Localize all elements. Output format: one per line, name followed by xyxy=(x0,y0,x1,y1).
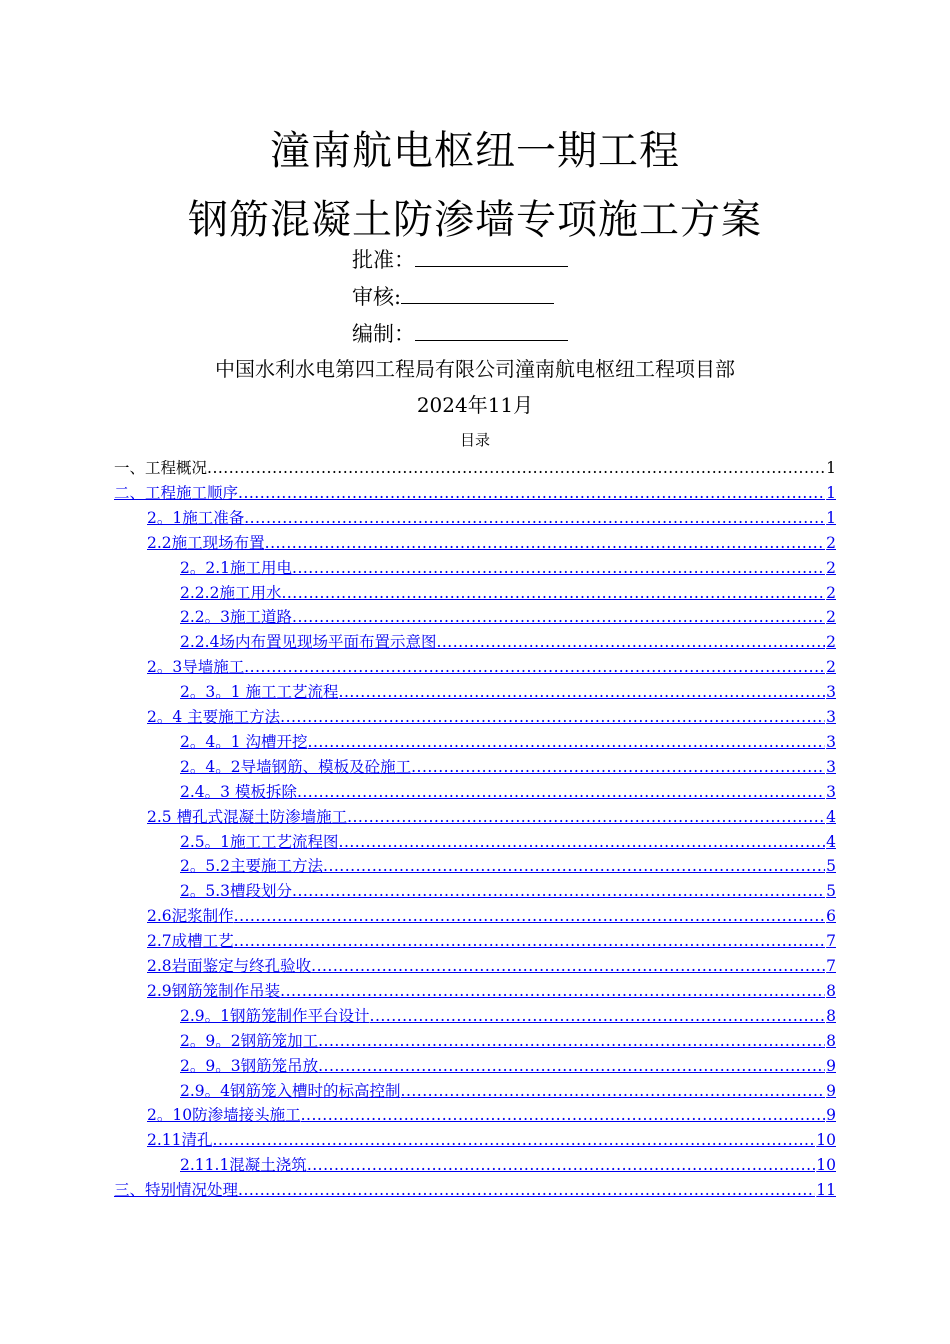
toc-entry[interactable] xyxy=(180,628,836,652)
toc-dot-leader xyxy=(244,657,825,677)
toc-dot-leader xyxy=(308,732,826,752)
toc-entry[interactable] xyxy=(180,1077,836,1101)
toc-entry[interactable] xyxy=(114,479,836,503)
approve-signature-line xyxy=(415,244,568,267)
toc-dot-leader xyxy=(234,906,825,926)
toc-dot-leader xyxy=(292,881,825,901)
toc-dot-leader xyxy=(411,757,825,777)
toc-dot-leader xyxy=(238,1180,815,1200)
toc-dot-leader xyxy=(297,782,825,802)
toc-entry[interactable] xyxy=(180,877,836,901)
toc-entry-label: 2.9钢筋笼制作吊装 xyxy=(147,981,281,1000)
toc-dot-leader xyxy=(370,1006,826,1026)
toc-dot-leader xyxy=(323,856,825,876)
compile-signature-line xyxy=(415,318,568,341)
toc-entry-page: 2 xyxy=(826,633,836,652)
toc-entry-label: 2。3。1 施工工艺流程 xyxy=(180,683,339,702)
toc-entry-label: 2.11.1混凝土浇筑 xyxy=(180,1156,307,1175)
toc-title: 目录 xyxy=(459,431,490,449)
toc-entry[interactable] xyxy=(147,504,836,528)
toc-dot-leader xyxy=(292,558,825,578)
toc-dot-leader xyxy=(281,583,825,603)
toc-entry-label: 2。9。2钢筋笼加工 xyxy=(180,1031,319,1050)
toc-entry[interactable] xyxy=(114,1176,836,1200)
toc-entry-page: 9 xyxy=(826,1056,836,1075)
toc-entry-page: 3 xyxy=(826,732,836,751)
toc-entry[interactable] xyxy=(180,554,836,578)
toc-entry[interactable] xyxy=(147,1126,836,1150)
toc-entry-page: 5 xyxy=(826,882,836,901)
compile-label: 编制： xyxy=(352,322,415,346)
toc-entry-page: 3 xyxy=(826,708,836,726)
toc-entry-label: 2。5.2主要施工方法 xyxy=(180,857,324,876)
toc-entry[interactable] xyxy=(147,927,836,951)
toc-entry-page: 4 xyxy=(826,807,836,826)
toc-entry-page: 8 xyxy=(826,1031,836,1050)
toc-entry[interactable] xyxy=(180,728,836,752)
toc-entry-page: 8 xyxy=(826,981,836,1000)
compile-field xyxy=(352,318,568,348)
toc-dot-leader xyxy=(280,707,825,727)
toc-entry[interactable] xyxy=(147,703,836,727)
toc-entry-page: 3 xyxy=(826,683,836,702)
document-title-line1: 潼南航电枢纽一期工程 xyxy=(270,128,680,174)
toc-entry-page: 2 xyxy=(826,608,836,627)
organization-name: 中国水利水电第四工程局有限公司潼南航电枢纽工程项目部 xyxy=(215,357,735,381)
toc-entry-label: 2.11清孔 xyxy=(147,1131,213,1150)
toc-entry[interactable] xyxy=(180,603,836,627)
toc-entry-label: 2。2.1施工用电 xyxy=(180,558,293,577)
toc-dot-leader xyxy=(339,832,826,852)
toc-entry[interactable] xyxy=(180,778,836,802)
toc-entry-page: 1 xyxy=(826,483,836,502)
toc-entry-label: 2.7成槽工艺 xyxy=(147,932,234,951)
toc-entry-label: 2。3导墙施工 xyxy=(147,658,245,677)
toc-entry-page: 1 xyxy=(826,508,836,527)
toc-entry-page: 4 xyxy=(826,832,836,851)
toc-entry-page: 2 xyxy=(826,558,836,577)
toc-dot-leader xyxy=(339,682,826,702)
toc-dot-leader xyxy=(307,1155,815,1175)
review-signature-line xyxy=(401,281,554,304)
toc-entry-label: 2.9。4钢筋笼入槽时的标高控制 xyxy=(180,1081,401,1100)
toc-entry-label: 2。1施工准备 xyxy=(147,508,245,527)
toc-entry-page: 2 xyxy=(826,658,836,677)
toc-entry-page: 9 xyxy=(826,1081,836,1100)
approve-label: 批准： xyxy=(352,248,415,272)
toc-entry[interactable] xyxy=(180,1002,836,1026)
toc-dot-leader xyxy=(301,1105,826,1125)
toc-entry-page: 5 xyxy=(826,857,836,876)
toc-entry-label: 2。5.3槽段划分 xyxy=(180,882,293,901)
toc-dot-leader xyxy=(207,458,825,478)
toc-entry-page: 3 xyxy=(826,757,836,776)
toc-entry-page: 10 xyxy=(816,1156,836,1175)
toc-entry-page: 8 xyxy=(826,1006,836,1025)
toc-entry-label: 2.6泥浆制作 xyxy=(147,907,234,926)
toc-entry-label: 2.5 槽孔式混凝土防渗墙施工 xyxy=(147,807,348,826)
toc-dot-leader xyxy=(213,1130,816,1150)
toc-entry-label: 2。4 主要施工方法 xyxy=(147,708,281,726)
review-label: 审核: xyxy=(352,285,402,309)
toc-entry-page: 3 xyxy=(826,782,836,801)
toc-entry[interactable] xyxy=(180,852,836,876)
toc-entry-label: 2.4。3 模板拆除 xyxy=(180,782,297,801)
toc-entry-page: 2 xyxy=(826,583,836,602)
toc-dot-leader xyxy=(318,1031,825,1051)
toc-entry-label: 三、特别情况处理 xyxy=(114,1181,239,1200)
document-date: 2024年11月 xyxy=(416,393,534,417)
toc-dot-leader xyxy=(292,607,825,627)
toc-dot-leader xyxy=(280,981,825,1001)
toc-dot-leader xyxy=(401,1081,826,1101)
toc-dot-leader xyxy=(318,1056,825,1076)
toc-entry[interactable] xyxy=(147,977,836,1001)
toc-entry-page: 7 xyxy=(826,932,836,951)
toc-entry-label: 2。4。2导墙钢筋、模板及砼施工 xyxy=(180,757,412,776)
toc-entry[interactable] xyxy=(147,1101,836,1125)
review-field xyxy=(352,281,554,311)
toc-entry[interactable] xyxy=(147,952,836,976)
toc-entry[interactable] xyxy=(114,454,836,478)
toc-dot-leader xyxy=(436,632,825,652)
toc-dot-leader xyxy=(265,533,825,553)
toc-entry-page: 11 xyxy=(816,1181,836,1200)
toc-dot-leader xyxy=(347,807,825,827)
approve-field xyxy=(352,244,568,274)
toc-dot-leader xyxy=(234,931,825,951)
document-title-line2: 钢筋混凝土防渗墙专项施工方案 xyxy=(188,197,762,243)
toc-entry-page: 10 xyxy=(816,1131,836,1150)
toc-entry-label: 2.2施工现场布置 xyxy=(147,533,265,552)
toc-entry[interactable] xyxy=(180,753,836,777)
toc-entry-label: 一、工程概况 xyxy=(114,459,208,477)
toc-entry-page: 7 xyxy=(826,957,836,975)
toc-dot-leader xyxy=(238,483,825,503)
toc-entry-page: 1 xyxy=(826,459,836,477)
toc-entry[interactable] xyxy=(147,803,836,827)
toc-entry-label: 2.8岩面鉴定与终孔验收 xyxy=(147,957,312,975)
toc-entry[interactable] xyxy=(147,529,836,553)
toc-entry-label: 二、工程施工顺序 xyxy=(114,483,239,502)
toc-entry-page: 2 xyxy=(826,533,836,552)
toc-entry-label: 2。10防渗墙接头施工 xyxy=(147,1106,301,1125)
toc-entry-label: 2.2.2施工用水 xyxy=(180,583,282,602)
toc-entry[interactable] xyxy=(147,653,836,677)
toc-entry[interactable] xyxy=(180,1151,836,1175)
toc-entry[interactable] xyxy=(180,1052,836,1076)
toc-dot-leader xyxy=(311,956,825,976)
toc-entry[interactable] xyxy=(180,828,836,852)
toc-entry-label: 2.2。3施工道路 xyxy=(180,608,293,627)
toc-entry-page: 9 xyxy=(826,1106,836,1125)
toc-entry-label: 2.9。1钢筋笼制作平台设计 xyxy=(180,1006,370,1025)
toc-entry-label: 2。4。1 沟槽开挖 xyxy=(180,732,308,751)
toc-entry-label: 2.2.4场内布置见现场平面布置示意图 xyxy=(180,633,437,652)
toc-entry-page: 6 xyxy=(826,907,836,926)
toc-entry[interactable] xyxy=(180,579,836,603)
toc-dot-leader xyxy=(244,508,825,528)
toc-entry[interactable] xyxy=(147,902,836,926)
toc-entry[interactable] xyxy=(180,678,836,702)
toc-entry[interactable] xyxy=(180,1027,836,1051)
toc-entry-label: 2。9。3钢筋笼吊放 xyxy=(180,1056,319,1075)
toc-entry-label: 2.5。1施工工艺流程图 xyxy=(180,832,339,851)
